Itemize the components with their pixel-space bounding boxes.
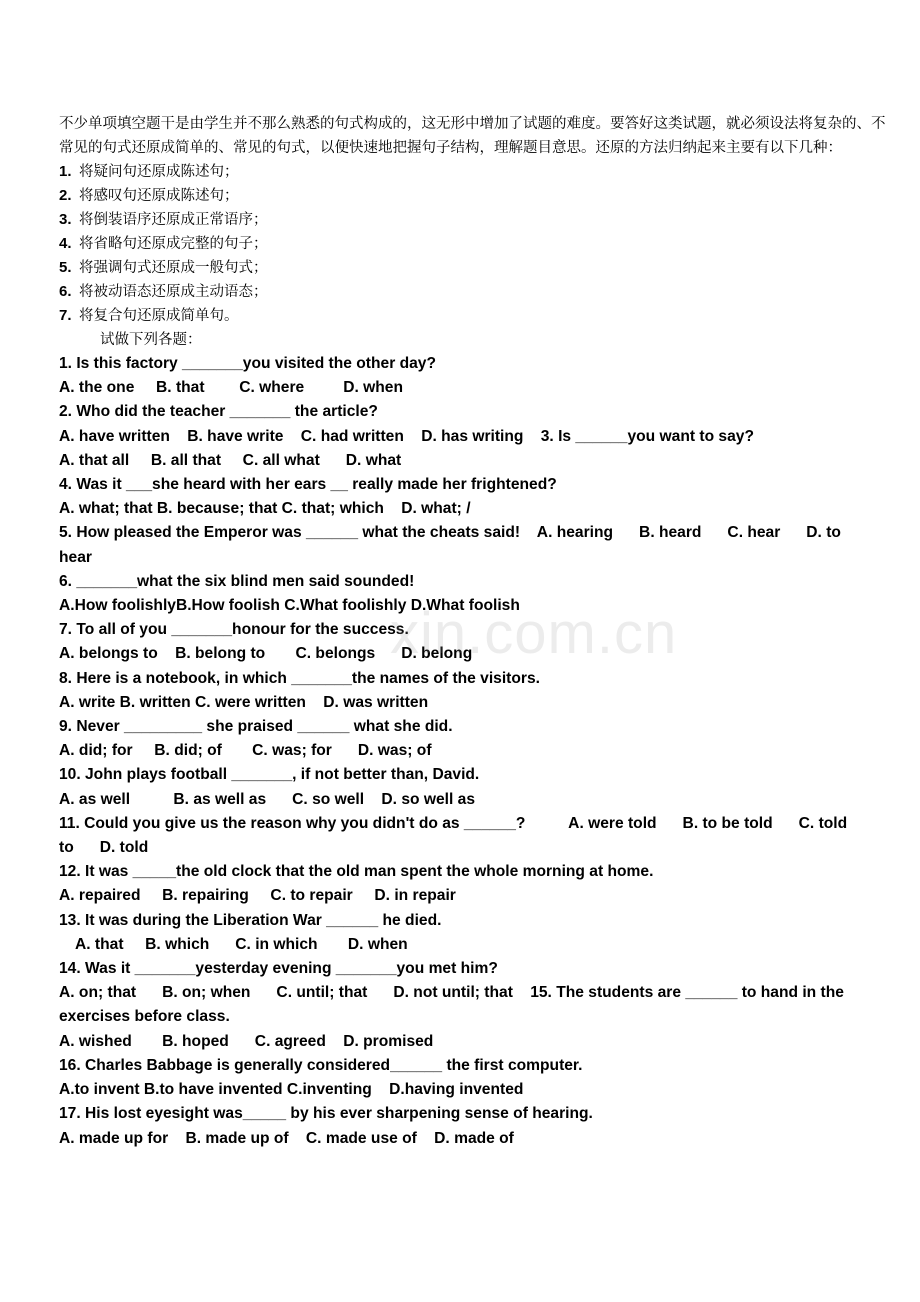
rule-item (59, 232, 891, 256)
rule-item (59, 280, 891, 304)
options-line: A. write B. written C. were written D. was written (59, 693, 429, 711)
options-line: A. belongs to B. belong to C. belongs D. belong (59, 645, 473, 663)
rules-list (59, 160, 891, 328)
document-body (59, 112, 891, 1151)
options-line: A.to invent B.to have invented C.inventing D.having invented (59, 1081, 524, 1099)
options-line: hear (59, 548, 92, 566)
options-line: A. the one B. that C. where D. when (59, 379, 403, 397)
rule-text: 将复合句还原成简单句。 (79, 308, 239, 324)
rule-item (59, 184, 891, 208)
rule-number: 2. (59, 187, 72, 204)
options-line: A. made up for B. made up of C. made use of D. made of (59, 1129, 514, 1147)
intro-paragraph: 不少单项填空题干是由学生并不那么熟悉的句式构成的，这无形中增加了试题的难度。要答好这类试题，就必须设法将复杂的、不常见的句式还原成简单的、常见的句式，以便快速地把握句子结构，理解题目意思。还原的方法归纳起来主要有以下几种： (59, 116, 886, 156)
options-line: A. did; for B. did; of C. was; for D. was; of (59, 742, 432, 760)
question-line: 11. Could you give us the reason why you didn't do as ______? A. were told B. to be told C. told (59, 814, 848, 832)
rule-number: 3. (59, 211, 72, 228)
question-line: 12. It was _____the old clock that the old man spent the whole morning at home. (59, 863, 654, 881)
question-line: 4. Was it ___she heard with her ears __ really made her frightened? (59, 476, 557, 494)
options-line: A. what; that B. because; that C. that; which D. what; / (59, 500, 471, 518)
options-line: A.How foolishlyB.How foolish C.What foolishly D.What foolish (59, 597, 520, 615)
rule-number: 1. (59, 163, 72, 180)
question-line: 2. Who did the teacher _______ the article? (59, 403, 378, 421)
watermark: xin.com.cn (390, 601, 678, 666)
question-line: 1. Is this factory _______you visited the other day? (59, 355, 436, 372)
rule-number: 7. (59, 307, 72, 324)
question-line: 5. How pleased the Emperor was ______ what the cheats said! A. hearing B. heard C. hear D. to (59, 524, 841, 542)
exercise-heading: 试做下列各题： (100, 332, 202, 348)
rule-number: 4. (59, 235, 72, 252)
question-line: 8. Here is a notebook, in which _______the names of the visitors. (59, 669, 540, 687)
question-line: 6. _______what the six blind men said sounded! (59, 572, 415, 590)
options-line: A. have written B. have write C. had written D. has writing 3. Is ______you want to say? (59, 427, 754, 445)
rule-text: 将感叹句还原成陈述句； (79, 188, 239, 204)
rule-text: 将疑问句还原成陈述句； (79, 164, 239, 180)
rule-number: 5. (59, 259, 72, 276)
question-line: 13. It was during the Liberation War ______ he died. (59, 911, 442, 929)
options-line: A. wished B. hoped C. agreed D. promised (59, 1032, 434, 1050)
options-line: A. repaired B. repairing C. to repair D. in repair (59, 887, 456, 905)
options-line: A. that all B. all that C. all what D. what (59, 451, 402, 469)
question-line: 10. John plays football _______, if not better than, David. (59, 766, 480, 784)
options-line: to D. told (59, 839, 149, 857)
rule-text: 将被动语态还原成主动语态； (79, 284, 268, 300)
options-line: A. on; that B. on; when C. until; that D. not until; that 15. The students are ______ to hand in the (59, 984, 844, 1002)
rule-item (59, 208, 891, 232)
question-line: 9. Never _________ she praised ______ what she did. (59, 718, 453, 736)
exercise-list (59, 352, 891, 1151)
question-line: 16. Charles Babbage is generally considered______ the first computer. (59, 1056, 583, 1074)
rule-text: 将强调句式还原成一般句式； (79, 260, 268, 276)
question-line: exercises before class. (59, 1008, 230, 1026)
rule-item (59, 256, 891, 280)
rule-text: 将省略句还原成完整的句子； (79, 236, 268, 252)
question-line: 7. To all of you _______honour for the success. (59, 621, 409, 639)
options-line: A. as well B. as well as C. so well D. so well as (59, 790, 475, 808)
rule-text: 将倒装语序还原成正常语序； (79, 212, 268, 228)
rule-item (59, 160, 891, 184)
rule-item (59, 304, 891, 328)
question-line: 17. His lost eyesight was_____ by his ever sharpening sense of hearing. (59, 1105, 593, 1123)
options-line: A. that B. which C. in which D. when (75, 935, 408, 953)
question-line: 14. Was it _______yesterday evening _______you met him? (59, 960, 498, 978)
rule-number: 6. (59, 283, 72, 300)
